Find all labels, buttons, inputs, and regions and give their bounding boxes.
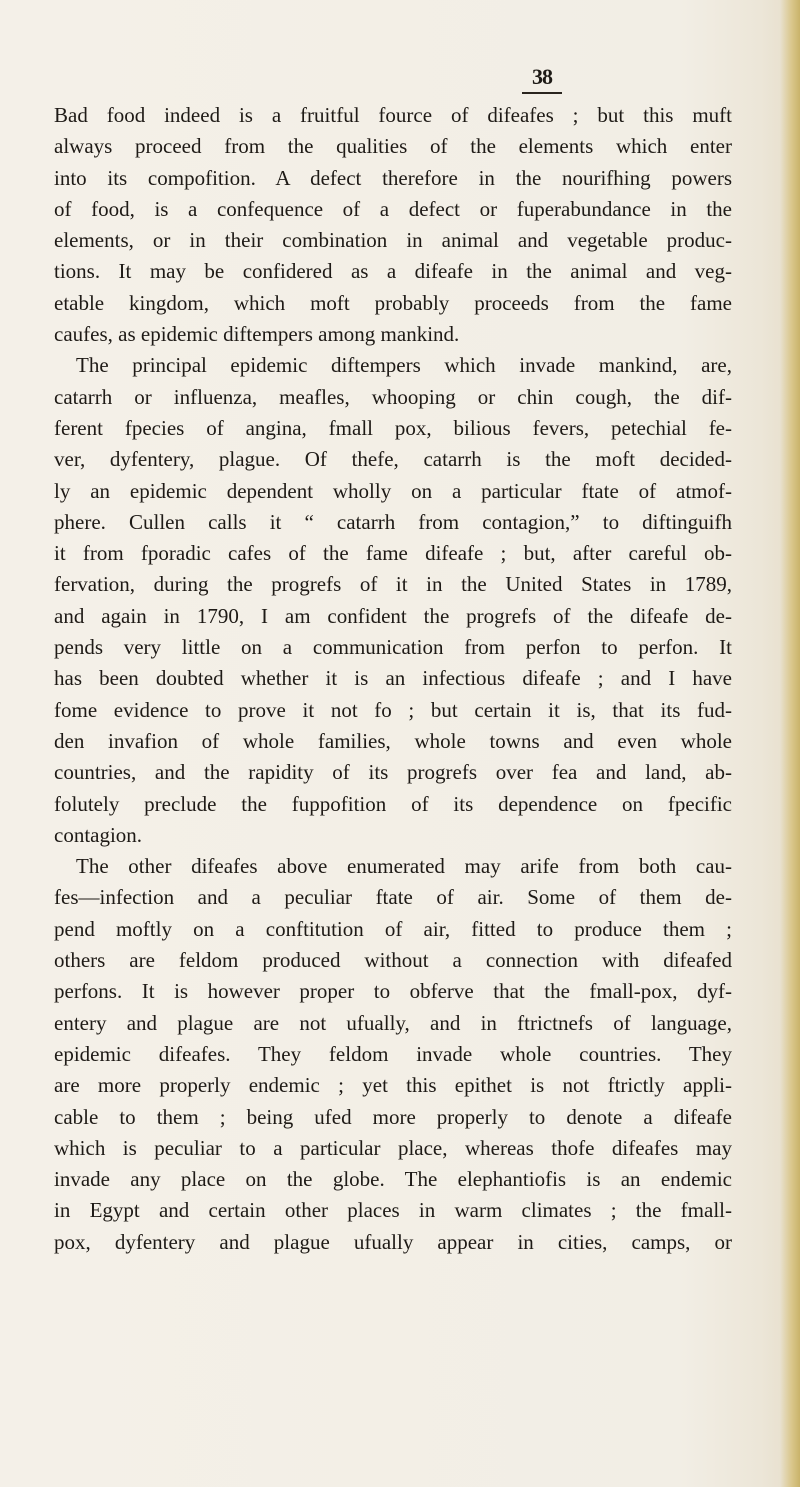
body-text [54, 100, 732, 1258]
text-line: invade any place on the globe. The elephantiofis is an endemic [54, 1167, 732, 1192]
text-line: fes—infection and a peculiar ftate of air. Some of them de- [54, 885, 732, 910]
text-line: always proceed from the qualities of the elements which enter [54, 134, 732, 159]
text-line: contagion. [54, 822, 143, 847]
text-line: epidemic difeafes. They feldom invade whole countries. They [54, 1041, 732, 1066]
text-line: pend moftly on a conftitution of air, fitted to produce them ; [54, 916, 732, 941]
text-line: in Egypt and certain other places in warm climates ; the fmall- [54, 1198, 732, 1223]
text-line: entery and plague are not ufually, and in ftrictnefs of language, [54, 1010, 732, 1035]
text-line: The other difeafes above enumerated may arife from both cau- [76, 854, 732, 879]
text-line: it from fporadic cafes of the fame difeafe ; but, after careful ob- [54, 541, 732, 566]
text-line: elements, or in their combination in animal and vegetable produc- [54, 228, 732, 253]
text-line: phere. Cullen calls it “ catarrh from contagion,” to diftinguifh [54, 509, 732, 534]
text-line: fome evidence to prove it not fo ; but certain it is, that its fud- [54, 697, 732, 722]
text-line: pends very little on a communication from perfon to perfon. It [54, 635, 732, 660]
text-line: which is peculiar to a particular place, whereas thofe difeafes may [54, 1135, 732, 1160]
text-line: ferent fpecies of angina, fmall pox, bilious fevers, petechial fe- [54, 415, 732, 440]
text-line: ver, dyfentery, plague. Of thefe, catarrh is the moft decided- [54, 447, 732, 472]
text-line: has been doubted whether it is an infectious difeafe ; and I have [54, 666, 732, 691]
text-line: and again in 1790, I am confident the progrefs of the difeafe de- [54, 603, 732, 628]
text-line: caufes, as epidemic diftempers among mankind. [54, 322, 460, 347]
text-line: countries, and the rapidity of its progrefs over fea and land, ab- [54, 760, 732, 785]
text-line: perfons. It is however proper to obferve that the fmall-pox, dyf- [54, 979, 732, 1004]
text-line: The principal epidemic diftempers which invade mankind, are, [76, 353, 732, 378]
text-line: Bad food indeed is a fruitful fource of difeafes ; but this muft [54, 103, 732, 127]
text-line: tions. It may be confidered as a difeafe in the animal and veg- [54, 259, 732, 284]
paragraph [54, 350, 732, 851]
text-line: etable kingdom, which moft probably proceeds from the fame [54, 290, 732, 315]
text-line: ly an epidemic dependent wholly on a particular ftate of atmof- [54, 478, 732, 503]
text-line: are more properly endemic ; yet this epithet is not ftrictly appli- [54, 1073, 732, 1098]
text-line: fervation, during the progrefs of it in the United States in 1789, [54, 572, 732, 597]
text-line: cable to them ; being ufed more properly to denote a difeafe [54, 1104, 732, 1129]
paragraph [54, 851, 732, 1258]
page-number-rule [522, 92, 562, 94]
text-line: others are feldom produced without a connection with difeafed [54, 948, 732, 973]
text-line: catarrh or influenza, meafles, whooping or chin cough, the dif- [54, 384, 732, 409]
text-line: into its compofition. A defect therefore in the nourifhing powers [54, 165, 732, 190]
page-edge-gilt [780, 0, 800, 1487]
text-line: folutely preclude the fuppofition of its dependence on fpecific [54, 791, 732, 816]
text-line: den invafion of whole families, whole towns and even whole [54, 728, 732, 753]
paragraph [54, 100, 732, 350]
text-line: pox, dyfentery and plague ufually appear in cities, camps, or [54, 1229, 732, 1254]
page-number: 38 [532, 64, 552, 89]
text-line: of food, is a confequence of a defect or fuperabundance in the [54, 196, 732, 221]
